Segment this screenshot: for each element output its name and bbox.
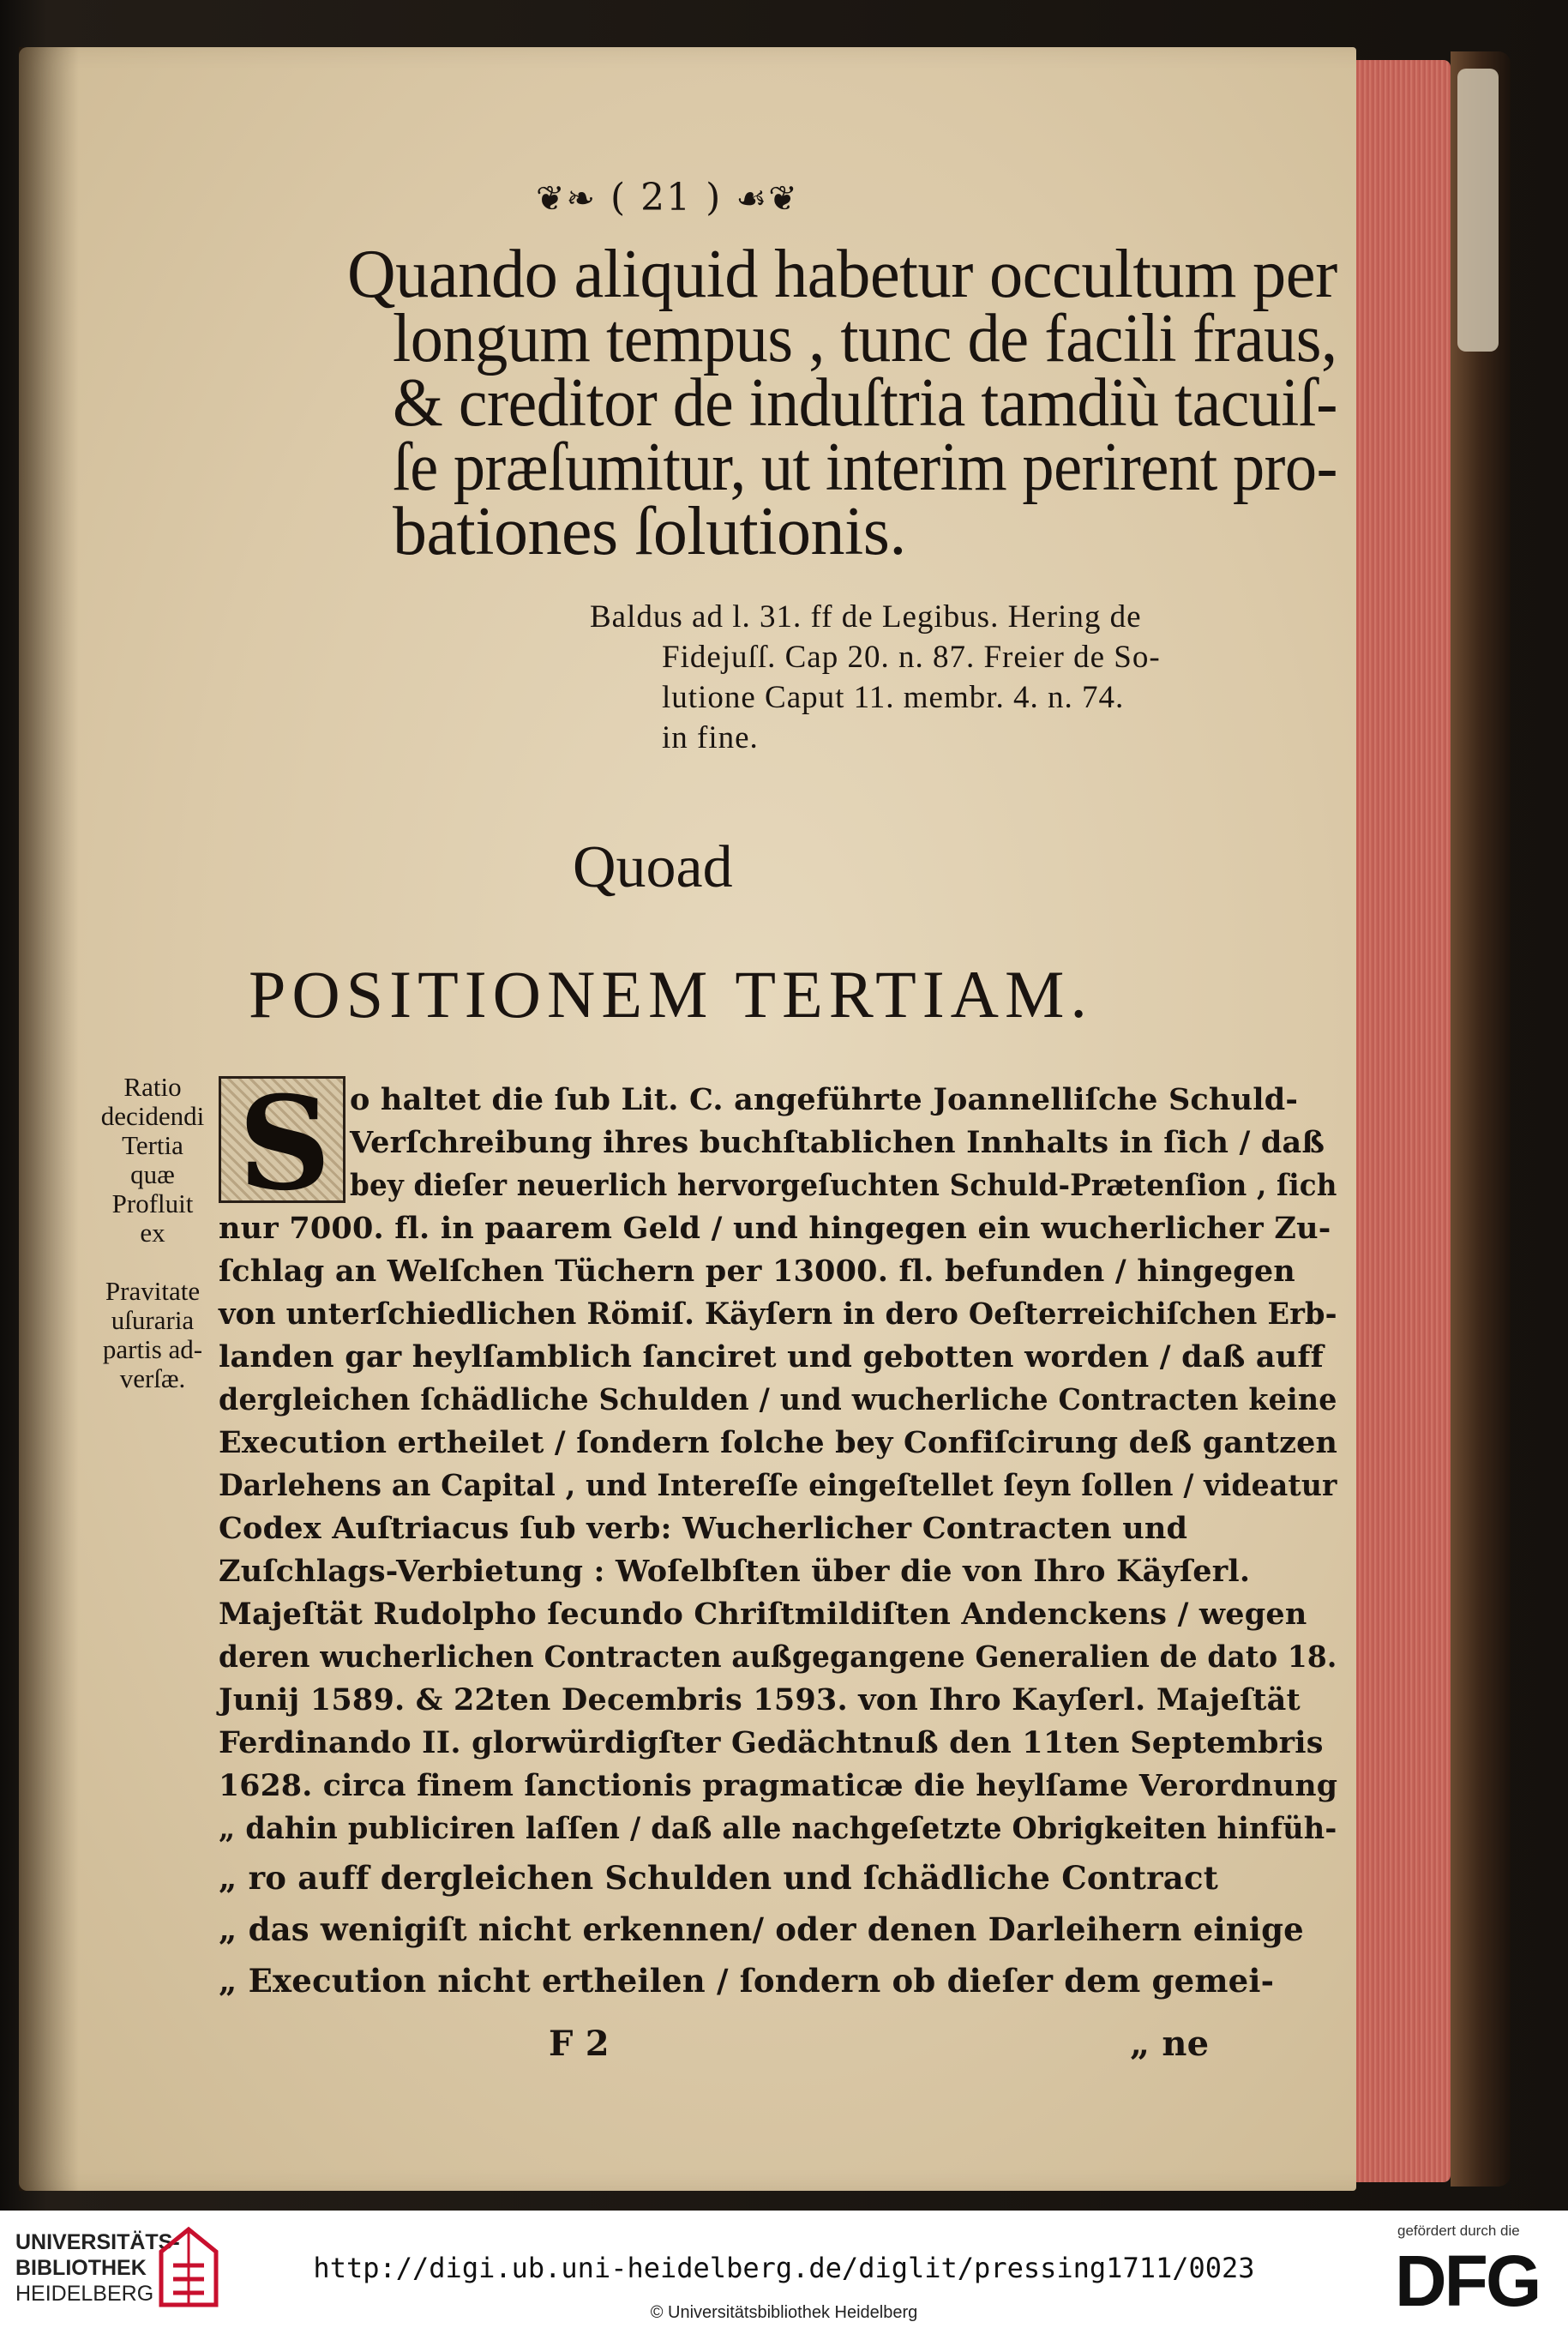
body-line: „ das wenigiſt nicht erkennen/ oder denen Darleihern einige xyxy=(219,1910,1304,1948)
body-line: „ Execution nicht ertheilen / ſondern ob dieſer dem gemei- xyxy=(219,1962,1275,2000)
body-line: ſchlag an Welſchen Tüchern per 13000. fl. befunden / hingegen xyxy=(219,1254,1295,1289)
body-line: Ferdinando II. glorwürdigſter Gedächtnuß den 11ten Septembris xyxy=(219,1725,1324,1760)
body-line: Darlehens an Capital , und Intereſſe eingeſtellet ſeyn ſollen / videatur xyxy=(219,1468,1337,1503)
citation-line: Baldus ad l. 31. ff de Legibus. Hering de xyxy=(590,599,1142,635)
body-line: „ ro auff dergleichen Schulden und ſchädliche Contract xyxy=(219,1859,1219,1897)
body-line: Junij 1589. & 22ten Decembris 1593. von Ihro Kayſerl. Majeſtät xyxy=(219,1682,1301,1717)
margin-note-line: verſæ. xyxy=(119,1363,186,1393)
footer-bar xyxy=(0,2211,1568,2340)
body-line: Execution ertheilet / ſondern ſolche bey Confiſcirung deß gantzen xyxy=(219,1425,1338,1460)
gutter-shadow xyxy=(19,47,79,2191)
margin-note-line: uſuraria xyxy=(111,1305,195,1335)
copyright-text: © Universitätsbibliothek Heidelberg xyxy=(650,2303,918,2322)
body-line: landen gar heylſamblich ſanciret und gebotten worden / daß auff xyxy=(219,1339,1324,1375)
margin-note-line: quæ xyxy=(130,1159,175,1189)
margin-note-line: Pravitate xyxy=(105,1276,201,1306)
ornament-right-icon: ☙❦ xyxy=(736,179,799,219)
page-number: ( 21 ) xyxy=(610,176,723,220)
book-cover-edge xyxy=(1451,51,1511,2187)
body-line: nur 7000. fl. in paarem Geld / und hingegen ein wucherlicher Zu- xyxy=(219,1211,1331,1246)
citation-line: lutione Caput 11. membr. 4. n. 74. xyxy=(662,680,1125,715)
body-line: Majeſtät Rudolpho ſecundo Chriſtmildiſten Andenckens / wegen xyxy=(219,1597,1307,1632)
body-line: „ dahin publiciren laſſen / daß alle nachgeſetzte Obrigkeiten hinfüh- xyxy=(219,1811,1337,1846)
margin-note-line: ex xyxy=(140,1218,165,1248)
margin-note-line: Ratio xyxy=(123,1072,182,1102)
body-line: Zuſchlags-Verbietung : Woſelbſten über die von Ihro Käyſerl. xyxy=(219,1554,1251,1589)
quote-line: ſe præſumitur, ut interim perirent pro- xyxy=(393,430,1337,505)
library-name-line: UNIVERSITÄTS- xyxy=(15,2230,180,2254)
cover-wear-patch xyxy=(1457,69,1499,352)
quote-line: Quando aliquid habetur occultum per xyxy=(347,237,1337,312)
quote-line: & creditor de induſtria tamdiù tacuiſ- xyxy=(393,365,1338,441)
section-quoad: Quoad xyxy=(573,834,733,900)
quote-line: bationes ſolutionis. xyxy=(393,494,906,569)
body-line: o haltet die ſub Lit. C. angeführte Joannelliſche Schuld- xyxy=(350,1082,1299,1117)
dfg-logo[interactable]: DFG xyxy=(1395,2241,1540,2321)
body-line: von unterſchiedlichen Römiſ. Käyſern in dero Oeſterreichiſchen Erb- xyxy=(219,1296,1337,1332)
quote-line: longum tempus , tunc de facili fraus, xyxy=(393,301,1337,376)
margin-note-line: Tertia xyxy=(122,1130,183,1160)
running-head xyxy=(536,176,799,220)
library-name-line: HEIDELBERG xyxy=(15,2282,154,2306)
citation-line: in fine. xyxy=(662,720,759,755)
page-url-link[interactable]: http://digi.ub.uni-heidelberg.de/diglit/pressing1711/0023 xyxy=(313,2252,1255,2284)
body-line: dergleichen ſchädliche Schulden / und wucherliche Contracten keine xyxy=(219,1382,1337,1417)
body-line: 1628. circa finem ſanctionis pragmaticæ die heylſame Verordnung xyxy=(219,1768,1338,1803)
citation-line: Fidejuſſ. Cap 20. n. 87. Freier de So- xyxy=(662,640,1161,675)
margin-note-line: decidendi xyxy=(100,1101,205,1131)
decorated-initial xyxy=(219,1068,345,1219)
section-heading: POSITIONEM TERTIAM. xyxy=(249,957,1093,1032)
body-line: deren wucherlichen Contracten außgegangene Generalien de dato 18. xyxy=(219,1639,1337,1675)
library-name-line: BIBLIOTHEK xyxy=(15,2256,147,2280)
signature-mark: F 2 xyxy=(549,2024,610,2064)
funded-by-text: gefördert durch die xyxy=(1397,2223,1520,2239)
margin-note-line: partis ad- xyxy=(102,1334,203,1364)
catchword: „ ne xyxy=(1130,2024,1210,2064)
margin-note-line: Profluit xyxy=(111,1188,194,1218)
initial-letter: S xyxy=(237,1068,332,1219)
body-line: Codex Auſtriacus ſub verb: Wucherlicher Contracten und xyxy=(219,1511,1188,1546)
ornament-left-icon: ❦❧ xyxy=(536,179,598,219)
body-line: bey dieſer neuerlich hervorgeſuchten Schuld-Prætenſion , ſich xyxy=(350,1168,1337,1203)
page-edges xyxy=(1356,60,1451,2182)
body-line: Verſchreibung ihres buchſtablichen Innhalts in ſich / daß xyxy=(350,1125,1325,1160)
